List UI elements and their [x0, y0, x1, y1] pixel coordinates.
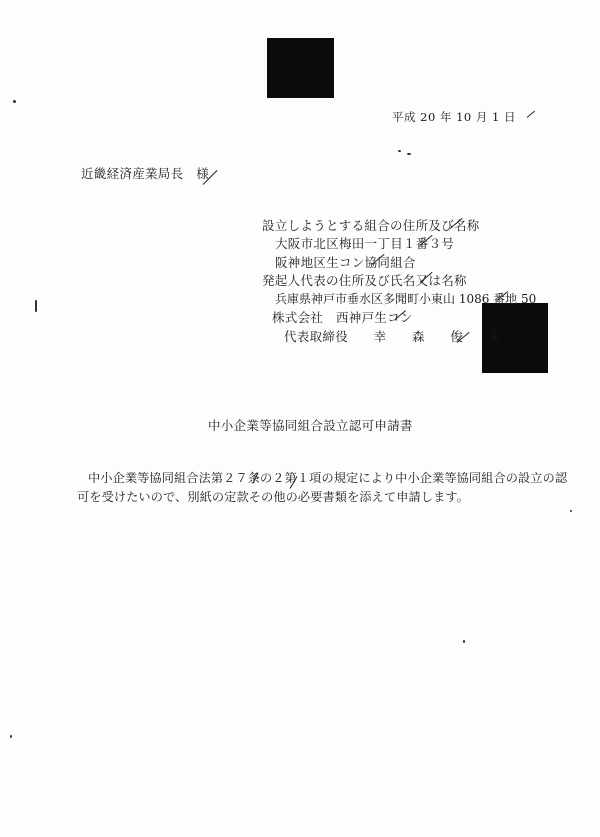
redaction-block-top	[267, 38, 334, 98]
document-title: 中小企業等協同組合設立認可申請書	[208, 418, 413, 433]
scan-speck	[13, 100, 16, 103]
scan-speck	[570, 510, 572, 512]
representative: 代表取締役 幸 森 俊 夫	[284, 329, 502, 344]
addressee: 近畿経済産業局長 様	[81, 166, 210, 181]
scan-speck	[398, 150, 401, 152]
union-address: 大阪市北区梅田一丁目１番３号	[275, 236, 455, 251]
scan-speck	[10, 735, 12, 738]
company-name: 株式会社 西神戸生コン	[272, 310, 413, 325]
scan-speck	[407, 153, 411, 155]
body-line-1: 中小企業等協同組合法第２７条の２第１項の規定により中小企業等協同組合の設立の認	[88, 471, 568, 485]
promoter-heading: 発起人代表の住所及び氏名又は名称	[262, 273, 467, 288]
scan-speck	[463, 640, 465, 643]
check-mark	[527, 111, 535, 118]
promoter-address: 兵庫県神戸市垂水区多聞町小東山 1086 番地 50	[275, 292, 537, 306]
union-heading: 設立しようとする組合の住所及び名称	[262, 218, 480, 233]
union-name: 阪神地区生コン協同組合	[275, 255, 416, 270]
document-date: 平成 20 年 10 月 1 日	[392, 110, 517, 124]
body-line-2: 可を受けたいので、別紙の定款その他の必要書類を添えて申請します。	[77, 490, 469, 504]
scan-speck	[35, 300, 37, 312]
